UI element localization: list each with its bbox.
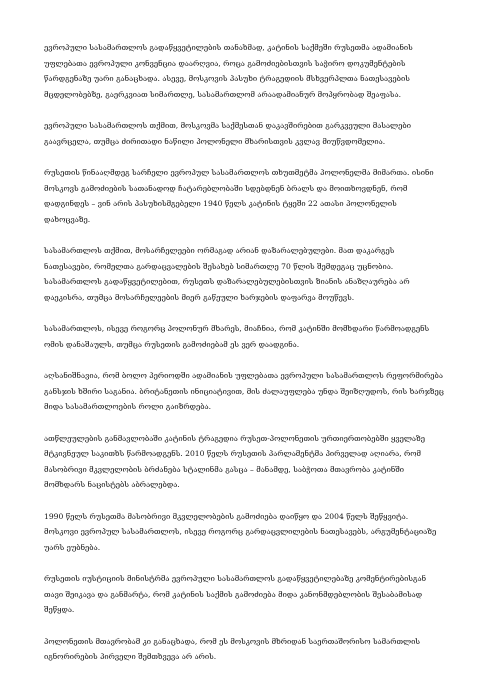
paragraph-8: 1990 წელს რუსეთმა მასობრივი მკვლელობების გამოძიება დაიწყო და 2004 წელს შეწყვიტა. მოსკოვი ევროპულ სასამართლოს, ისევე როგორც გარდაცვლილების ნათესავებს, არგუმენტაციაზე უარს ეუბნება.	[44, 511, 437, 552]
paragraph-6: აღსანიშნავია, რომ ბოლო პერიოდში ადამიანის უფლებათა ევროპული სასამართლოს რეფორმირება განსჯის ხშირი საგანია. ბრიტანეთის ინიციატივით, მის ძალაუფლება უნდა შეიზღუდოს, რის ხარჯზეც მიდა სასამართლოების როლი გაიზრდება.	[44, 371, 444, 411]
paragraph-10: პოლონეთის მთავრობამ კი განაცხადა, რომ ეს მოსკოვის მხრიდან საერთაშორისო სამართლის იგნორირების პირველი შემთხვევა არ არის.	[44, 636, 420, 661]
paragraph-7: ათწლეულების განმავლობაში კატინის ტრაგედია რუსეთ-პოლონეთის ურთიერთობებში ყველაზე მტკივნეულ საკითხს წარმოადგენს. 2010 წელს რუსეთის პარლამენტმა პირველად აღიარა, რომ მასობრივი მკვლელობის ბრძანება სტალინმა გასცა – მანამდე, საბჭოთა მთავრობა კატინში მომხდარს ნაცისტებს აბრალებდა.	[44, 433, 425, 489]
paragraph-2: ევროპული სასამართლოს თქმით, მოსკოვმა საქმესთან დაკავშირებით გარკვეული მასალები გაავრცელა, თუმცა ძირითადი ნაწილი პოლონელი მხარისთვის კვლავ მიუწვდომელია.	[44, 121, 411, 146]
paragraph-5: სასამართლოს, ისევე როგორც პოლონურ მხარეს, მიაჩნია, რომ კატინში მომხდარი წარმოადგენს ომის დანაშაულს, თუმცა რუსეთის გამოძიებამ ეს ვერ დაადგინა.	[44, 324, 430, 349]
paragraph-3: რუსეთის წინააღმდეგ სარჩელი ევროპულ სასამართლოს თხუთმეტმა პოლონელმა მიმართა. ისინი მოსკოვს გამოძიების სათანადოდ ჩატარებლობაში სდებდნენ ბრალს და მოითხოვდნენ, რომ დადგინდეს – ვინ არის პასუხისმგებელი 1940 წელს კატინის ტყეში 22 ათასი პოლონელის დახოცვაზე.	[44, 168, 434, 224]
paragraph-9: რუსეთის იუსტიციის მინისტრმა ევროპული სასამართლოს გადაწყვეტილებაზე კომენტირებისგან თავი შეიკავა და განმარტა, რომ კატინის საქმის გამოძიება მიდა კანონმდებლობის შესაბამისად შეწყდა.	[44, 574, 427, 614]
paragraph-1: ევროპული სასამართლოს გადაწყვეტილების თანახმად, კატინის საქმეში რუსეთმა ადამიანის უფლებათა ევროპული კონვენცია დაარღვია, როცა გამოძიებისთვის საჭირო დოკუმენტების წარდგენაზე უარი განაცხადა. ასევე, მოსკოვის პასუხი ტრაგედიის მსხვერპლთა ნათესავების მცდელობებზე, გაერკვიათ სიმართლე, სასამართლომ არაადამიანურ მოპყრობად შეაფასა.	[44, 43, 413, 99]
paragraph-4: სასამართლოს თქმით, მოსარჩელეები ორმაგად არიან დაზარალებულები. მათ დაკარგეს ნათესავები, რომელთა გარდაცვალების შესახებ სიმართლე 70 წლის შემდეგაც უცნობია. სასამართლოს გადაწყვეტილებით, რუსეთს დაზარალებულებისთვის ზიანის ანაზღაურება არ დაეკისრა, თუმცა მოსარჩელეების მიერ გაწეული ხარჯების დაფარვა მოუწევს.	[44, 246, 410, 302]
document-page	[44, 40, 444, 681]
